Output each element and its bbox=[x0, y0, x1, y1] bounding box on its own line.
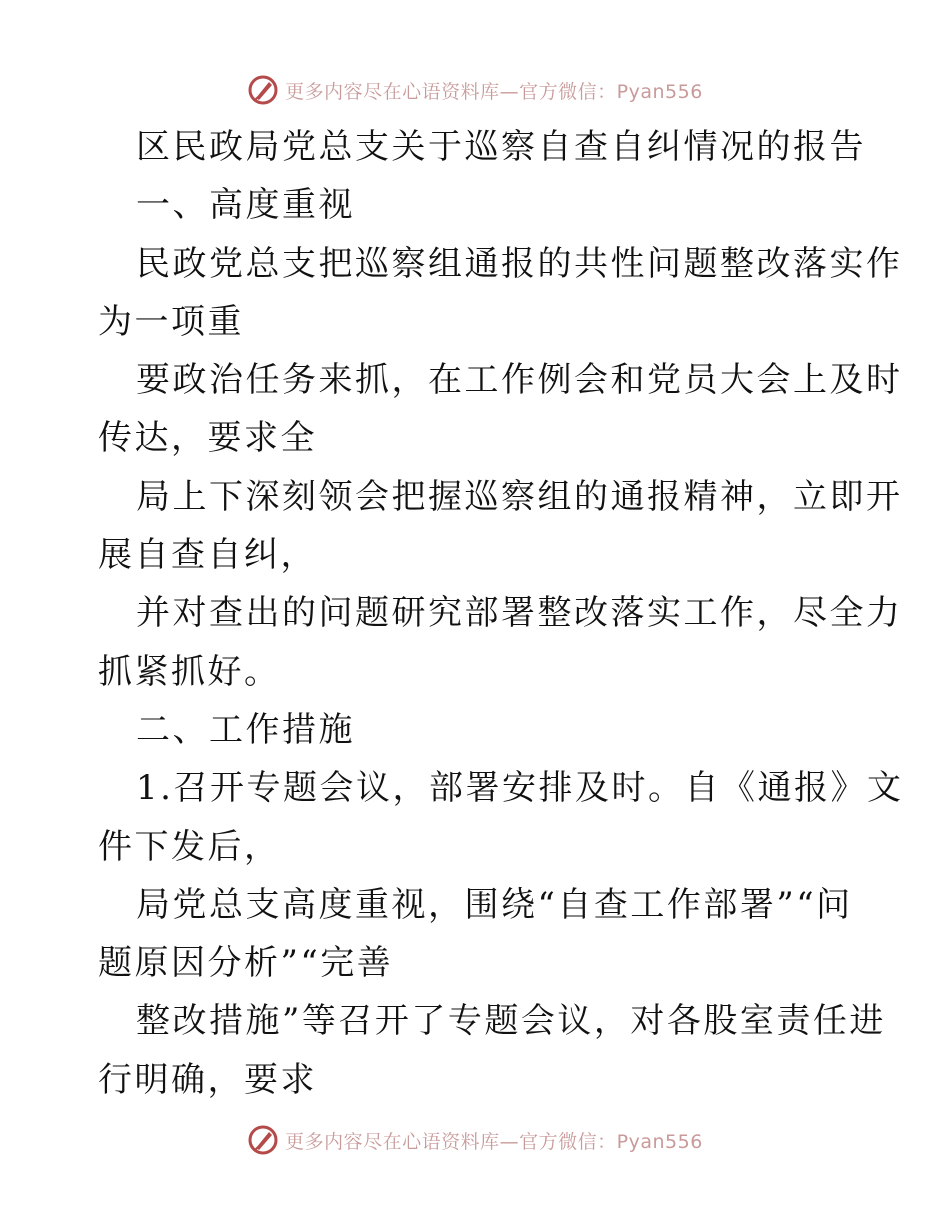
text-line: 题原因分析”“完善 bbox=[98, 943, 394, 984]
text-line: 展自查自纠， bbox=[98, 535, 317, 576]
text-line: 一、高度重视 bbox=[136, 185, 355, 226]
quill-logo-icon bbox=[247, 74, 279, 106]
text-line: 局党总支高度重视，围绕“自查工作部署”“问 bbox=[136, 884, 853, 925]
watermark-footer bbox=[0, 1120, 950, 1160]
text-line: 局上下深刻领会把握巡察组的通报精神，立即开 bbox=[136, 476, 903, 517]
text-line: 传达，要求全 bbox=[98, 418, 317, 459]
text-line: 整改措施”等召开了专题会议，对各股室责任进 bbox=[136, 1001, 886, 1042]
quill-logo-icon bbox=[247, 1124, 279, 1156]
text-line: 并对查出的问题研究部署整改落实工作，尽全力 bbox=[136, 593, 903, 634]
text-line: 民政党总支把巡察组通报的共性问题整改落实作 bbox=[136, 243, 903, 284]
text-line: 要政治任务来抓，在工作例会和党员大会上及时 bbox=[136, 360, 903, 401]
watermark-header bbox=[0, 70, 950, 110]
text-line: 件下发后， bbox=[98, 826, 281, 867]
text-line: 为一项重 bbox=[98, 301, 244, 342]
watermark-text: 更多内容尽在心语资料库—官方微信：Pyan556 bbox=[285, 1130, 703, 1153]
watermark-text: 更多内容尽在心语资料库—官方微信：Pyan556 bbox=[285, 80, 703, 103]
document-body bbox=[98, 118, 904, 1109]
text-line: 1.召开专题会议，部署安排及时。自《通报》文 bbox=[136, 768, 904, 809]
text-line: 抓紧抓好。 bbox=[98, 651, 281, 692]
text-line: 二、工作措施 bbox=[136, 709, 355, 750]
text-line: 区民政局党总支关于巡察自查自纠情况的报告 bbox=[136, 127, 866, 167]
text-line: 行明确，要求 bbox=[98, 1059, 317, 1100]
